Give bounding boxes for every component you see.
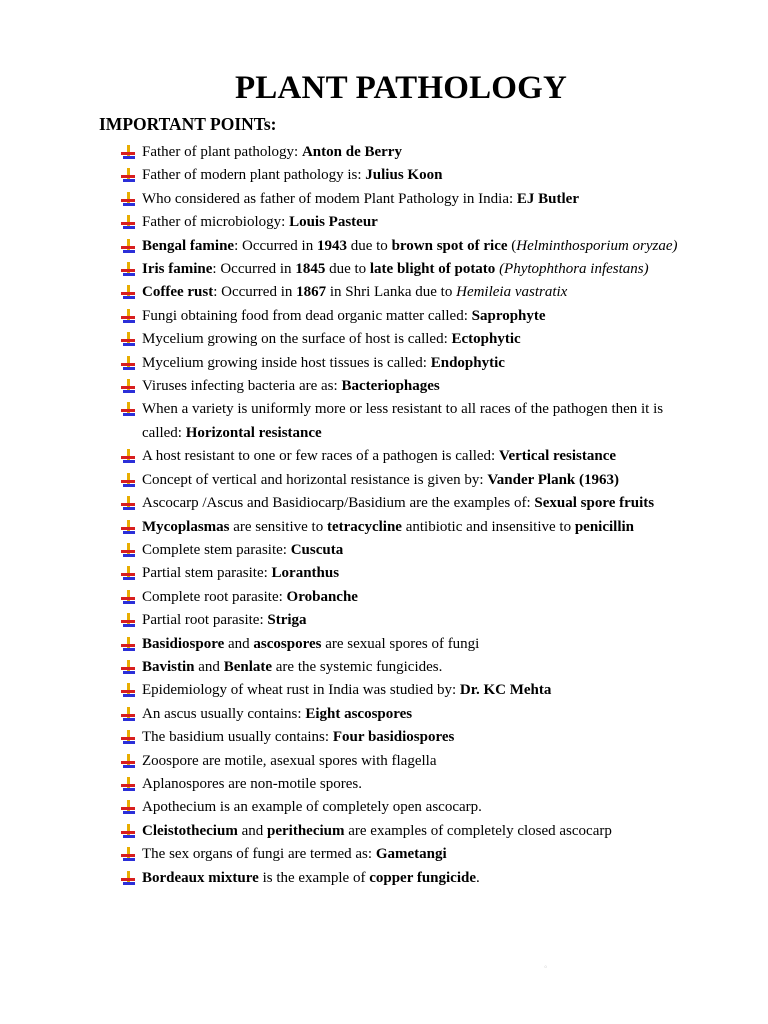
bold-term: Coffee rust — [142, 284, 214, 301]
bold-term: Bacteriophages — [341, 378, 440, 395]
bold-term: Four basidiospores — [332, 729, 455, 746]
text-segment: ( — [507, 237, 517, 254]
text-segment: Complete stem parasite: — [142, 541, 291, 558]
cross-bullet-icon — [120, 192, 138, 208]
list-item — [120, 164, 686, 187]
cross-bullet-icon — [120, 683, 138, 699]
list-item — [120, 843, 686, 866]
text-segment: Ascocarp /Ascus and Basidiocarp/Basidium are the examples of: — [142, 495, 535, 512]
bold-term: tetracycline — [326, 518, 402, 535]
bold-term: Louis Pasteur — [289, 214, 378, 231]
cross-bullet-icon — [120, 309, 138, 325]
list-item — [120, 445, 686, 468]
text-segment: and — [194, 658, 224, 675]
cross-bullet-icon — [120, 356, 138, 372]
text-segment: Partial root parasite: — [142, 612, 268, 629]
cross-bullet-icon — [120, 871, 138, 887]
bold-term: Saprophyte — [471, 307, 546, 324]
list-item — [120, 562, 686, 585]
cross-bullet-icon — [120, 473, 138, 489]
list-item — [120, 586, 686, 609]
text-segment: The sex organs of fungi are termed as: — [142, 846, 376, 863]
bold-term: ascospores — [253, 635, 322, 652]
cross-bullet-icon — [120, 566, 138, 582]
text-segment: Who considered as father of modem Plant Pathology in India: — [142, 190, 517, 207]
cross-bullet-icon — [120, 613, 138, 629]
text-segment: are the systemic fungicides. — [272, 658, 443, 675]
bold-term: Ectophytic — [451, 331, 521, 348]
text-segment: Father of modern plant pathology is: — [142, 167, 366, 184]
text-segment: Father of plant pathology: — [142, 144, 302, 160]
text-segment: due to — [346, 237, 392, 254]
cross-bullet-icon — [120, 449, 138, 465]
bold-term: Basidiospore — [142, 635, 225, 652]
text-segment: in Shri Lanka due to — [326, 284, 457, 301]
cross-bullet-icon — [120, 239, 138, 255]
text-segment: The basidium usually contains: — [142, 729, 333, 746]
list-item — [120, 211, 686, 234]
bold-term: copper fungicide — [369, 869, 477, 886]
list-item — [120, 398, 686, 445]
cross-bullet-icon — [120, 215, 138, 231]
text-segment: is the example of — [258, 869, 370, 886]
bold-term: Horizontal resistance — [185, 424, 322, 441]
list-item — [120, 679, 686, 702]
bold-term: Sexual spore fruits — [534, 495, 655, 512]
section-heading: IMPORTANT POINTs: — [99, 114, 277, 134]
list-item — [120, 352, 686, 375]
text-segment: due to — [325, 261, 370, 278]
text-segment: : Occurred in — [213, 284, 297, 301]
text-segment: antibiotic and insensitive to — [401, 518, 575, 535]
bold-term: Cuscuta — [290, 541, 344, 558]
bold-term: Bengal famine — [142, 237, 235, 254]
text-segment: Partial stem parasite: — [142, 565, 272, 582]
text-segment: . — [476, 869, 480, 886]
list-item — [120, 867, 686, 890]
cross-bullet-icon — [120, 543, 138, 559]
list-item — [120, 703, 686, 726]
bold-term: Benlate — [223, 658, 273, 675]
list-item — [120, 469, 686, 492]
text-segment: Apothecium is an example of completely open ascocarp. — [142, 799, 482, 816]
list-item — [120, 539, 686, 562]
bold-term: Mycoplasmas — [142, 518, 230, 535]
page-title: PLANT PATHOLOGY — [234, 70, 568, 106]
cross-bullet-icon — [120, 777, 138, 793]
bold-term: Striga — [267, 612, 307, 629]
cross-bullet-icon — [120, 637, 138, 653]
cross-bullet-icon — [120, 285, 138, 301]
list-item — [120, 281, 686, 304]
cross-bullet-icon — [120, 520, 138, 536]
cross-bullet-icon — [120, 847, 138, 863]
cross-bullet-icon — [120, 145, 138, 161]
text-segment: Zoospore are motile, asexual spores with flagella — [142, 752, 437, 769]
important-points-list — [120, 141, 686, 890]
text-segment: and — [237, 822, 267, 839]
bold-term: 1845 — [295, 261, 326, 278]
list-item — [120, 726, 686, 749]
text-segment: are sensitive to — [229, 518, 327, 535]
bold-term: brown spot of rice — [391, 237, 508, 254]
list-item — [120, 656, 686, 679]
text-segment: Aplanospores are non-motile spores. — [142, 775, 362, 792]
cross-bullet-icon — [120, 402, 138, 418]
bold-term: Bordeaux mixture — [142, 869, 259, 886]
text-segment: Concept of vertical and horizontal resistance is given by: — [142, 471, 488, 488]
bold-term: Orobanche — [286, 588, 358, 605]
bold-term: Bavistin — [142, 658, 195, 675]
list-item — [120, 235, 686, 258]
bold-term: Eight ascospores — [305, 705, 413, 722]
cross-bullet-icon — [120, 824, 138, 840]
list-item — [120, 750, 686, 773]
bold-term: Dr. KC Mehta — [459, 682, 552, 699]
list-item — [120, 305, 686, 328]
text-segment: are examples of completely closed ascocarp — [344, 822, 612, 839]
bold-term: 1943 — [316, 237, 347, 254]
list-item — [120, 796, 686, 819]
bold-term: Loranthus — [271, 565, 340, 582]
text-segment: Fungi obtaining food from dead organic matter called: — [142, 307, 472, 324]
cross-bullet-icon — [120, 168, 138, 184]
cross-bullet-icon — [120, 262, 138, 278]
bold-term: Vander Plank (1963) — [487, 471, 620, 488]
list-item — [120, 609, 686, 632]
bold-term: EJ Butler — [516, 190, 580, 207]
bold-term: Endophytic — [430, 354, 505, 371]
list-item — [120, 141, 686, 164]
bold-term: 1867 — [296, 284, 327, 301]
list-item — [120, 820, 686, 843]
text-segment: : Occurred in — [212, 261, 296, 278]
cross-bullet-icon — [120, 800, 138, 816]
text-segment: Father of microbiology: — [142, 214, 290, 231]
italic-term: (Phytophthora infestans) — [499, 261, 649, 278]
text-segment: are sexual spores of fungi — [321, 635, 480, 652]
text-segment: Epidemiology of wheat rust in India was studied by: — [142, 682, 460, 699]
text-segment: and — [224, 635, 254, 652]
text-segment: Mycelium growing inside host tissues is called: — [142, 354, 431, 371]
text-segment: When a variety is uniformly more or less resistant to all races of the pathogen then it is called: — [142, 401, 664, 441]
cross-bullet-icon — [120, 379, 138, 395]
text-segment: A host resistant to one or few races of a pathogen is called: — [142, 448, 499, 465]
text-segment: Viruses infecting bacteria are as: — [142, 378, 342, 395]
list-item — [120, 773, 686, 796]
list-item — [120, 375, 686, 398]
cross-bullet-icon — [120, 332, 138, 348]
text-segment: An ascus usually contains: — [142, 705, 306, 722]
bold-term: Vertical resistance — [498, 448, 617, 465]
list-item — [120, 516, 686, 539]
list-item — [120, 188, 686, 211]
bold-term: Gametangi — [375, 846, 447, 863]
cross-bullet-icon — [120, 730, 138, 746]
cross-bullet-icon — [120, 754, 138, 770]
cross-bullet-icon — [120, 496, 138, 512]
cross-bullet-icon — [120, 707, 138, 723]
bold-term: Cleistothecium — [142, 822, 238, 839]
bold-term: penicillin — [574, 518, 635, 535]
text-segment: : Occurred in — [234, 237, 317, 254]
cross-bullet-icon — [120, 660, 138, 676]
list-item — [120, 633, 686, 656]
bold-term: Iris famine — [142, 261, 213, 278]
bold-term: Anton de Berry — [301, 144, 402, 160]
bold-term: late blight of potato — [369, 261, 496, 278]
list-item — [120, 258, 686, 281]
italic-term: Helminthosporium oryzae) — [516, 237, 678, 254]
cross-bullet-icon — [120, 590, 138, 606]
italic-term: Hemileia vastratix — [456, 284, 568, 301]
bold-term: Julius Koon — [365, 167, 443, 184]
list-item — [120, 328, 686, 351]
list-item — [120, 492, 686, 515]
bold-term: perithecium — [267, 822, 345, 839]
scan-speck: ° — [544, 964, 548, 973]
text-segment: Mycelium growing on the surface of host is called: — [142, 331, 452, 348]
text-segment: Complete root parasite: — [142, 588, 287, 605]
